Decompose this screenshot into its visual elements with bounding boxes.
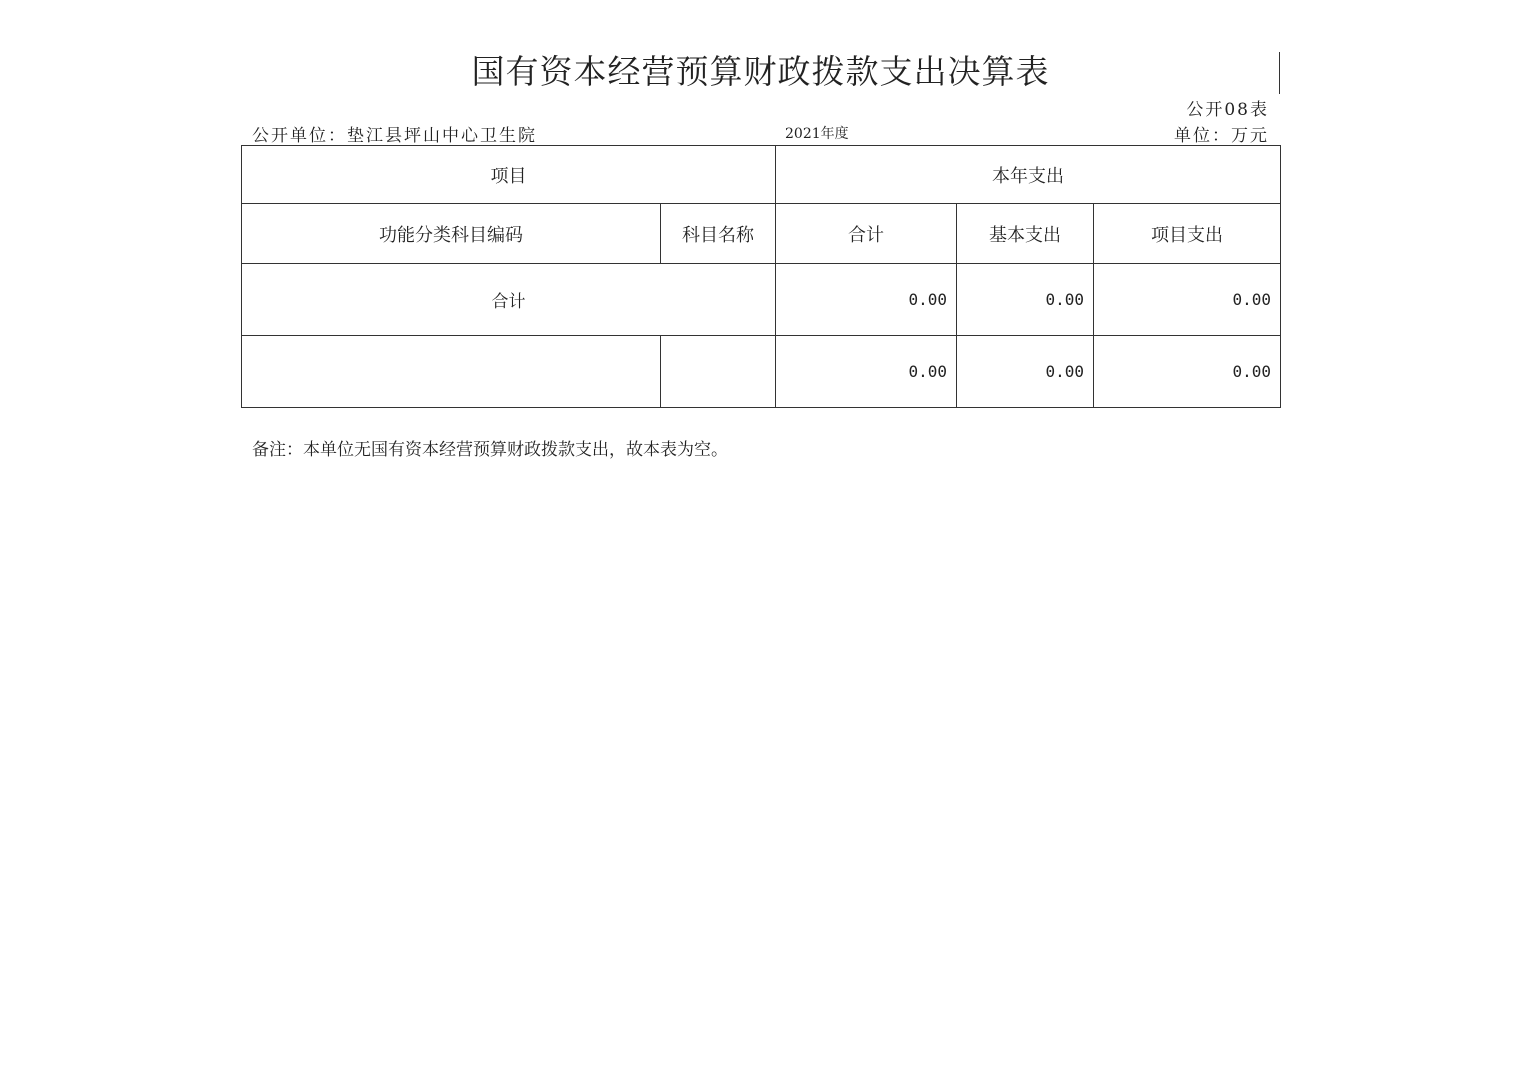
row-name: [661, 336, 776, 408]
footnote: 备注：本单位无国有资本经营预算财政拨款支出，故本表为空。: [252, 440, 728, 460]
col-name-header: 科目名称: [661, 204, 776, 264]
row-project: 0.00: [1094, 336, 1281, 408]
header-row-2: [242, 204, 1281, 264]
total-project: 0.00: [1094, 264, 1281, 336]
budget-table: [241, 145, 1281, 408]
total-label: 合计: [242, 264, 776, 336]
header-year-expense: 本年支出: [776, 146, 1281, 204]
table-row-total: [242, 264, 1281, 336]
col-total-header: 合计: [776, 204, 957, 264]
table-row: [242, 336, 1281, 408]
col-basic-header: 基本支出: [957, 204, 1094, 264]
row-code: [242, 336, 661, 408]
total-basic: 0.00: [957, 264, 1094, 336]
header-project: 项目: [242, 146, 776, 204]
row-total: 0.00: [776, 336, 957, 408]
currency-unit: 单位：万元: [1174, 126, 1269, 146]
fiscal-year: 2021年度: [785, 126, 849, 142]
col-project-header: 项目支出: [1094, 204, 1281, 264]
header-row-1: [242, 146, 1281, 204]
col-code-header: 功能分类科目编码: [242, 204, 661, 264]
page-title: 国有资本经营预算财政拨款支出决算表: [471, 52, 1050, 91]
total-amount: 0.00: [776, 264, 957, 336]
divider: [1279, 52, 1280, 94]
reporting-unit: 公开单位：垫江县坪山中心卫生院: [252, 126, 537, 146]
row-basic: 0.00: [957, 336, 1094, 408]
form-number: 公开08表: [1186, 100, 1269, 120]
